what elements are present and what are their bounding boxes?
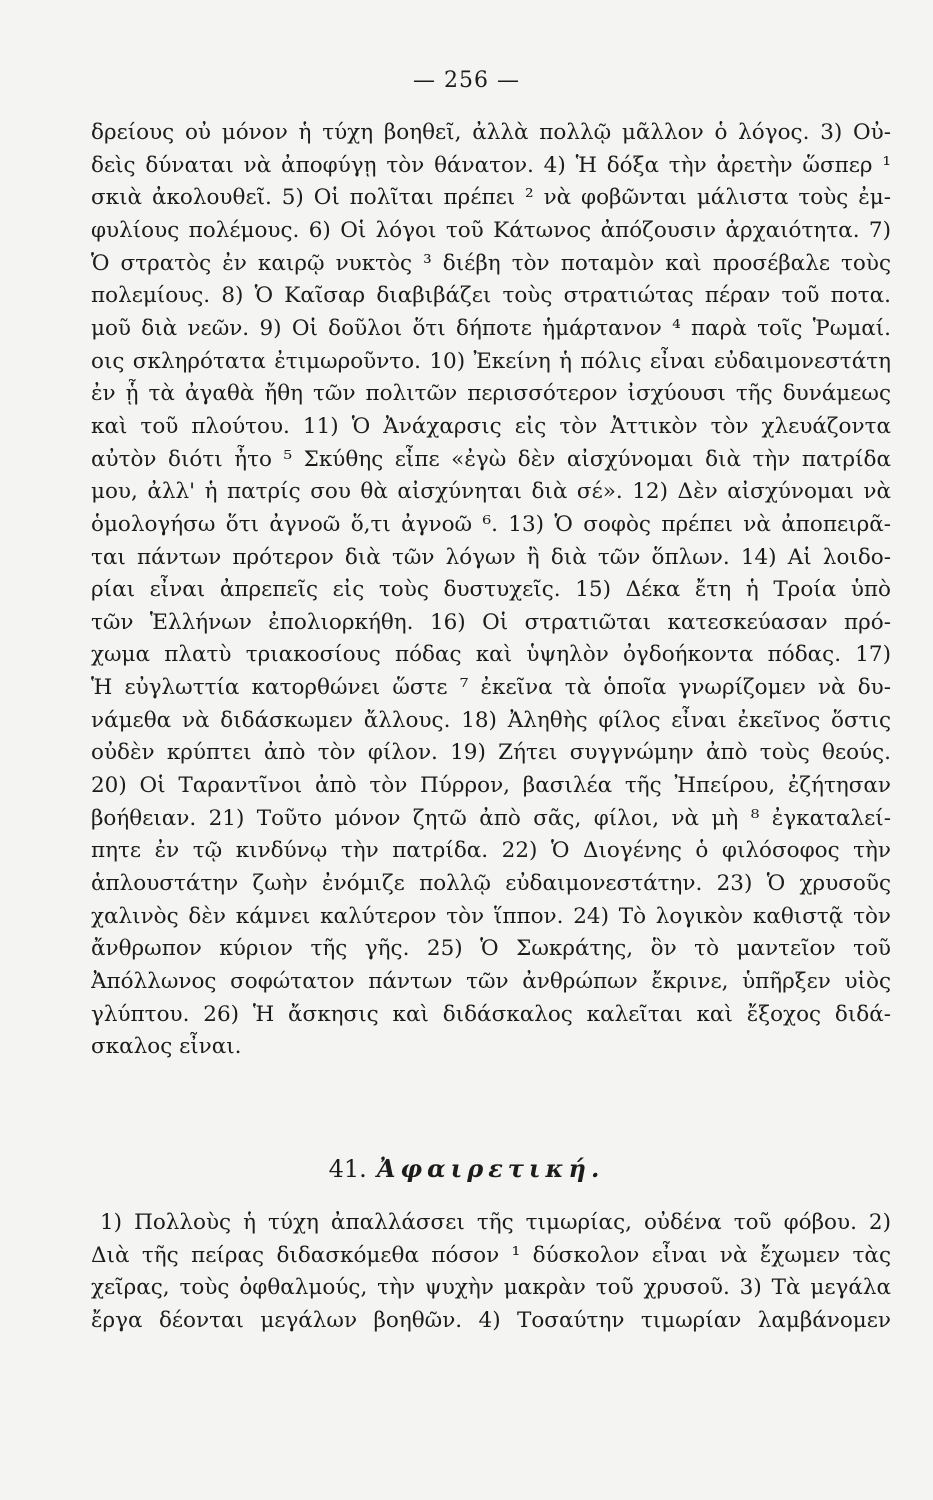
text-line: οις σκληρότατα ἐτιμωροῦντο. 10) Ἐκείνη ἡ πόλις εἶναι εὐδαιμονεστάτη <box>91 348 891 374</box>
text-line: Ἡ εὐγλωττία κατορθώνει ὥστε ⁷ ἐκεῖνα τὰ ὁποῖα γνωρίζομεν νὰ δυ- <box>91 675 891 700</box>
text-line: αὐτὸν διότι ἦτο ⁵ Σκύθης εἶπε «ἐγὼ δὲν αἰσχύνομαι διὰ τὴν πατρίδα <box>91 446 891 472</box>
text-line: μοῦ διὰ νεῶν. 9) Οἱ δοῦλοι ὅτι δήποτε ἡμάρτανον ⁴ παρὰ τοῖς Ῥωμαί. <box>91 315 891 341</box>
text-line: ἔργα δέονται μεγάλων βοηθῶν. 4) Τοσαύτην τιμωρίαν λαμβάνομεν <box>91 1308 891 1334</box>
text-line: 20) Οἱ Ταραντῖνοι ἀπὸ τὸν Πύρρον, βασιλέα τῆς Ἠπείρου, ἐζήτησαν <box>91 773 891 798</box>
text-line: ἄνθρωπον κύριον τῆς γῆς. 25) Ὁ Σωκράτης, ὃν τὸ μαντεῖον τοῦ <box>91 936 891 962</box>
text-line: καὶ τοῦ πλούτου. 11) Ὁ Ἀνάχαρσις εἰς τὸν Ἀττικὸν τὸν χλευάζοντα <box>91 413 891 439</box>
text-line: δεὶς δύναται νὰ ἀποφύγῃ τὸν θάνατον. 4) Ἡ δόξα τὴν ἀρετὴν ὥσπερ ¹ <box>91 152 891 178</box>
section-heading <box>0 1153 933 1185</box>
text-line: 1) Πολλοὺς ἡ τύχη ἀπαλλάσσει τῆς τιμωρίας, οὐδένα τοῦ φόβου. 2) <box>100 1210 891 1235</box>
text-line: Ὁ στρατὸς ἐν καιρῷ νυκτὸς ³ διέβη τὸν ποταμὸν καὶ προσέβαλε τοὺς <box>91 250 891 276</box>
text-line: βοήθειαν. 21) Τοῦτο μόνον ζητῶ ἀπὸ σᾶς, φίλοι, νὰ μὴ ⁸ ἐγκαταλεί- <box>91 805 891 831</box>
text-line: ται πάντων πρότερον διὰ τῶν λόγων ἢ διὰ τῶν ὅπλων. 14) Αἱ λοιδο- <box>91 544 891 570</box>
text-line: Ἀπόλλωνος σοφώτατον πάντων τῶν ἀνθρώπων ἔκρινε, ὑπῆρξεν υἱὸς <box>91 968 891 994</box>
text-line: πολεμίους. 8) Ὁ Καῖσαρ διαβιβάζει τοὺς στρατιώτας πέραν τοῦ ποτα. <box>91 283 891 309</box>
text-line: μου, ἀλλ' ἡ πατρίς σου θὰ αἰσχύνηται διὰ σέ». 12) Δὲν αἰσχύνομαι νὰ <box>91 479 891 505</box>
section-number: 41. <box>328 1155 367 1183</box>
text-line: χωμα πλατὺ τριακοσίους πόδας καὶ ὑψηλὸν ὀγδοήκοντα πόδας. 17) <box>91 642 891 668</box>
text-line: ρίαι εἶναι ἀπρεπεῖς εἰς τοὺς δυστυχεῖς. 15) Δέκα ἔτη ἡ Τροία ὑπὸ <box>91 577 891 603</box>
text-line: δρείους οὐ μόνον ἡ τύχη βοηθεῖ, ἀλλὰ πολλῷ μᾶλλον ὁ λόγος. 3) Οὐ- <box>91 120 891 145</box>
text-line: ὁμολογήσω ὅτι ἀγνοῶ ὅ,τι ἀγνοῶ ⁶. 13) Ὁ σοφὸς πρέπει νὰ ἀποπειρᾶ- <box>91 511 891 537</box>
text-line: ἁπλουστάτην ζωὴν ἐνόμιζε πολλῷ εὐδαιμονεστάτην. 23) Ὁ χρυσοῦς <box>91 870 891 896</box>
text-line: Διὰ τῆς πείρας διδασκόμεθα πόσον ¹ δύσκολον εἶναι νὰ ἔχωμεν τὰς <box>91 1242 891 1268</box>
text-line: τῶν Ἑλλήνων ἐπολιορκήθη. 16) Οἱ στρατιῶται κατεσκεύασαν πρό- <box>91 609 891 635</box>
text-line: νάμεθα νὰ διδάσκωμεν ἄλλους. 18) Ἀληθὴς φίλος εἶναι ἐκεῖνος ὅστις <box>91 707 891 733</box>
text-line: σκιὰ ἀκολουθεῖ. 5) Οἱ πολῖται πρέπει ² νὰ φοβῶνται μάλιστα τοὺς ἐμ- <box>91 185 891 211</box>
text-line: χαλινὸς δὲν κάμνει καλύτερον τὸν ἵππον. 24) Τὸ λογικὸν καθιστᾷ τὸν <box>91 903 891 929</box>
text-line: πητε ἐν τῷ κινδύνῳ τὴν πατρίδα. 22) Ὁ Διογένης ὁ φιλόσοφος τὴν <box>91 838 891 864</box>
text-line: ἐν ᾗ τὰ ἀγαθὰ ἤθη τῶν πολιτῶν περισσότερον ἰσχύουσι τῆς δυνάμεως <box>91 381 891 407</box>
text-line: σκαλος εἶναι. <box>91 1034 242 1060</box>
section-title: Ἀφαιρετική. <box>376 1154 605 1183</box>
text-line: οὐδὲν κρύπτει ἀπὸ τὸν φίλον. 19) Ζήτει συγγνώμην ἀπὸ τοὺς θεούς. <box>91 740 891 766</box>
page-number: — 256 — <box>413 68 520 93</box>
text-line: χεῖρας, τοὺς ὀφθαλμούς, τὴν ψυχὴν μακρὰν τοῦ χρυσοῦ. 3) Τὰ μεγάλα <box>91 1275 891 1301</box>
text-line: φυλίους πολέμους. 6) Οἱ λόγοι τοῦ Κάτωνος ἀπόζουσιν ἀρχαιότητα. 7) <box>91 217 891 243</box>
text-line: γλύπτου. 26) Ἡ ἄσκησις καὶ διδάσκαλος καλεῖται καὶ ἔξοχος διδά- <box>91 1001 891 1027</box>
